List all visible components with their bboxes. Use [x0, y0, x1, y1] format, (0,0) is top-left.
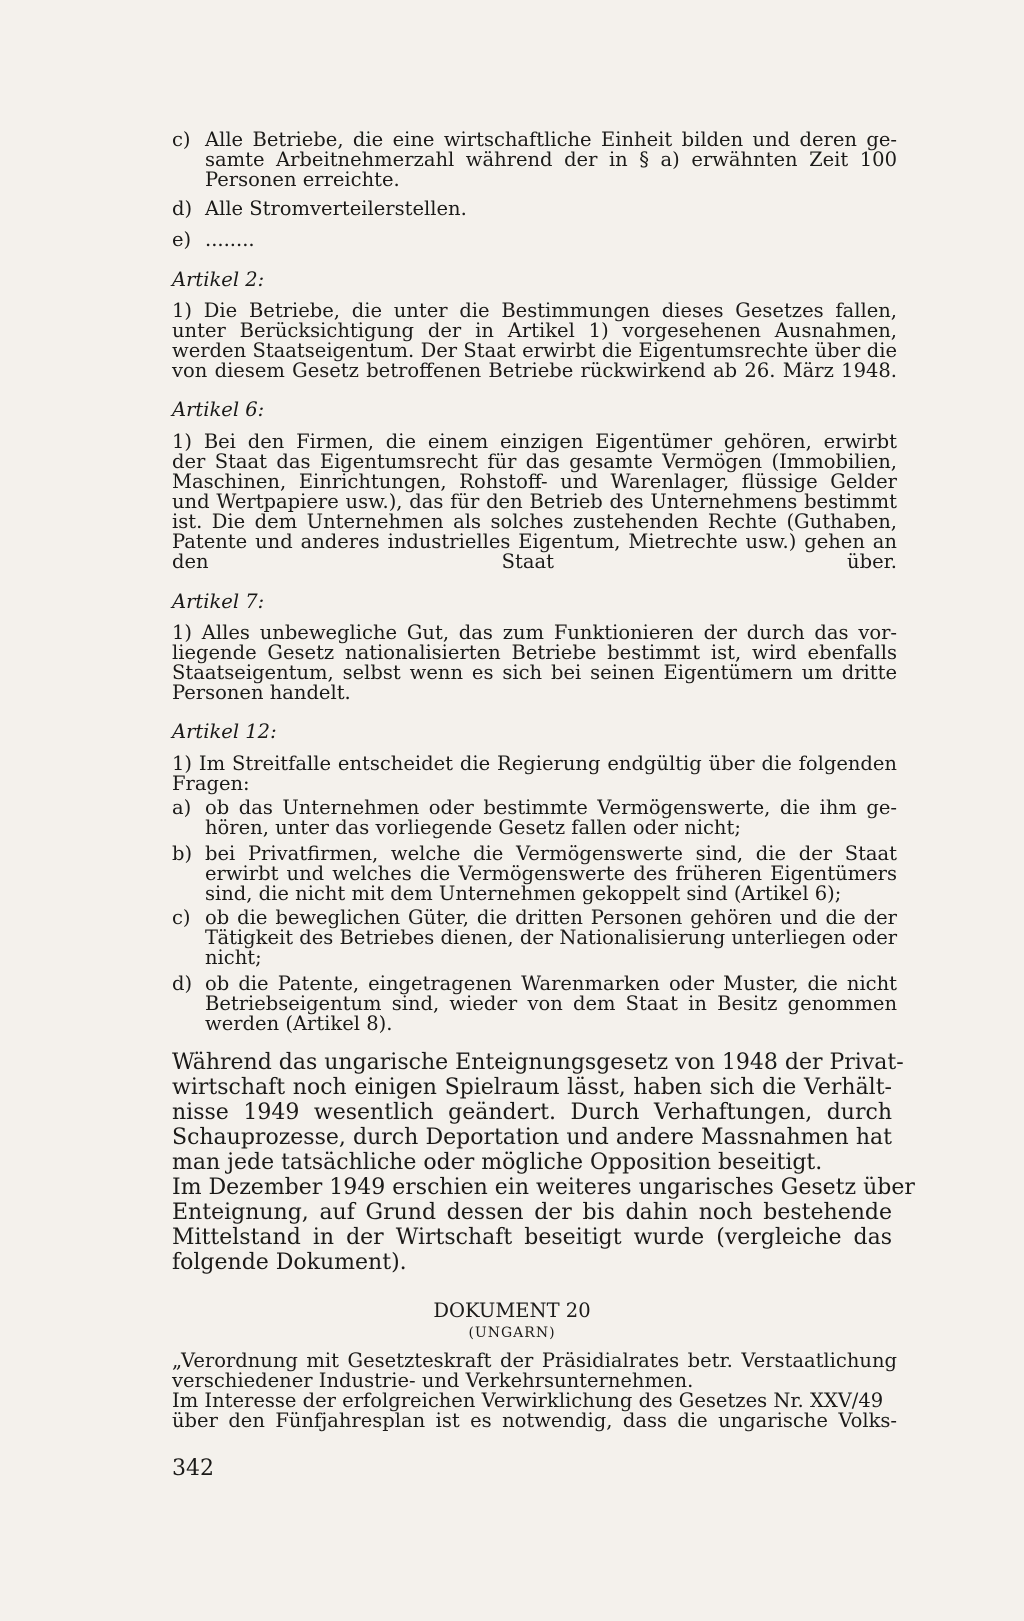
text-line: Alle Betriebe, die eine wirtschaftliche Einheit bilden und deren ge-: [205, 128, 897, 151]
text-line: Betriebseigentum sind, wieder von dem Staat in Besitz genommen: [205, 992, 897, 1015]
commentary-paragraph: [172, 1050, 915, 1275]
text-line: Schauprozesse, durch Deportation und andere Massnahmen hat: [172, 1125, 892, 1150]
item-a: [205, 798, 897, 838]
text-line: verschiedener Industrie- und Verkehrsunternehmen.: [172, 1369, 694, 1392]
item-c: [205, 130, 897, 190]
text-line: Enteignung, auf Grund dessen der bis dahin noch bestehende: [172, 1200, 892, 1225]
text-line: und Wertpapiere usw.), das für den Betrieb des Unternehmens bestimmt: [172, 490, 897, 513]
text-line: Personen erreichte.: [205, 168, 400, 191]
document-subtitle: (UNGARN): [468, 1325, 556, 1341]
article-body: [172, 623, 897, 703]
text-line: liegende Gesetz nationalisierten Betriebe bestimmt ist, wird ebenfalls: [172, 641, 897, 664]
text-line: Staatseigentum, selbst wenn es sich bei seinen Eigentümern um dritte: [172, 661, 897, 684]
article-heading: Artikel 12:: [172, 720, 277, 743]
text-line: ob das Unternehmen oder bestimmte Vermögenswerte, die ihm ge-: [205, 796, 897, 819]
text-line: bei Privatfirmen, welche die Vermögenswerte sind, die der Staat: [205, 842, 897, 865]
text-line: von diesem Gesetz betroffenen Betriebe rückwirkend ab 26. März 1948.: [172, 359, 897, 382]
text-line: Während das ungarische Enteignungsgesetz von 1948 der Privat-: [172, 1050, 904, 1075]
text-line: über den Fünfjahresplan ist es notwendig, dass die ungarische Volks-: [172, 1409, 897, 1432]
text-line: „Verordnung mit Gesetzteskraft der Präsidialrates betr. Verstaatlichung: [172, 1349, 897, 1372]
text-line: Alle Stromverteilerstellen.: [205, 197, 467, 220]
text-line: Im Interesse der erfolgreichen Verwirklichung des Gesetzes Nr. XXV/49: [172, 1389, 884, 1412]
text-line: ........: [205, 228, 255, 251]
text-line: samte Arbeitnehmerzahl während der in § a) erwähnten Zeit 100: [205, 148, 897, 171]
text-line: werden (Artikel 8).: [205, 1012, 393, 1035]
item-label: c): [172, 906, 191, 929]
text-line: wirtschaft noch einigen Spielraum lässt, haben sich die Verhält-: [172, 1075, 892, 1100]
article-body: [172, 754, 897, 794]
text-line: nicht;: [205, 946, 262, 969]
document-title: DOKUMENT 20: [433, 1299, 591, 1322]
text-line: erwirbt und welches die Vermögenswerte des früheren Eigentümers: [205, 862, 897, 885]
item-d: [205, 199, 897, 219]
item-label: c): [172, 128, 191, 151]
article-body: [172, 301, 897, 381]
text-line: 1) Bei den Firmen, die einem einzigen Eigentümer gehören, erwirbt: [172, 430, 897, 453]
text-line: ob die Patente, eingetragenen Warenmarken oder Muster, die nicht: [205, 972, 897, 995]
item-b: [205, 844, 897, 904]
text-line: man jede tatsächliche oder mögliche Opposition beseitigt.: [172, 1150, 823, 1175]
text-line: Im Dezember 1949 erschien ein weiteres ungarisches Gesetz über: [172, 1175, 915, 1200]
article-heading: Artikel 7:: [172, 590, 265, 613]
item-c2: [205, 908, 897, 968]
item-label: b): [172, 842, 193, 865]
article-heading: Artikel 6:: [172, 398, 265, 421]
text-line: Patente und anderes industrielles Eigentum, Mietrechte usw.) gehen an: [172, 530, 897, 553]
item-label: e): [172, 228, 192, 251]
text-line: hören, unter das vorliegende Gesetz fallen oder nicht;: [205, 816, 741, 839]
text-line: ob die beweglichen Güter, die dritten Personen gehören und die der: [205, 906, 897, 929]
text-line: der Staat das Eigentumsrecht für das gesamte Vermögen (Immobilien,: [172, 450, 897, 473]
text-line: 1) Alles unbewegliche Gut, das zum Funktionieren der durch das vor-: [172, 621, 897, 644]
article-body: [172, 432, 897, 572]
text-line: nisse 1949 wesentlich geändert. Durch Verhaftungen, durch: [172, 1100, 892, 1125]
document-body: [172, 1351, 897, 1431]
text-line: unter Berücksichtigung der in Artikel 1) vorgesehenen Ausnahmen,: [172, 319, 897, 342]
text-line: sind, die nicht mit dem Unternehmen gekoppelt sind (Artikel 6);: [205, 882, 842, 905]
text-line: 1) Im Streitfalle entscheidet die Regierung endgültig über die folgenden: [172, 752, 897, 775]
text-line: folgende Dokument).: [172, 1250, 407, 1275]
item-label: a): [172, 796, 192, 819]
text-line: 1) Die Betriebe, die unter die Bestimmungen dieses Gesetzes fallen,: [172, 299, 897, 322]
text-line: Tätigkeit des Betriebes dienen, der Nationalisierung unterliegen oder: [205, 926, 898, 949]
article-heading: Artikel 2:: [172, 268, 265, 291]
text-line: Fragen:: [172, 772, 250, 795]
item-label: d): [172, 197, 193, 220]
item-e: [205, 230, 897, 250]
item-d2: [205, 974, 897, 1034]
item-label: d): [172, 972, 193, 995]
text-line: Mittelstand in der Wirtschaft beseitigt wurde (vergleiche das: [172, 1225, 892, 1250]
text-line: den Staat über.: [172, 550, 897, 573]
page-number: 342: [172, 1456, 214, 1481]
text-line: Personen handelt.: [172, 681, 351, 704]
text-line: werden Staatseigentum. Der Staat erwirbt die Eigentumsrechte über die: [172, 339, 897, 362]
text-line: Maschinen, Einrichtungen, Rohstoff- und Warenlager, flüssige Gelder: [172, 470, 897, 493]
text-line: ist. Die dem Unternehmen als solches zustehenden Rechte (Guthaben,: [172, 510, 897, 533]
